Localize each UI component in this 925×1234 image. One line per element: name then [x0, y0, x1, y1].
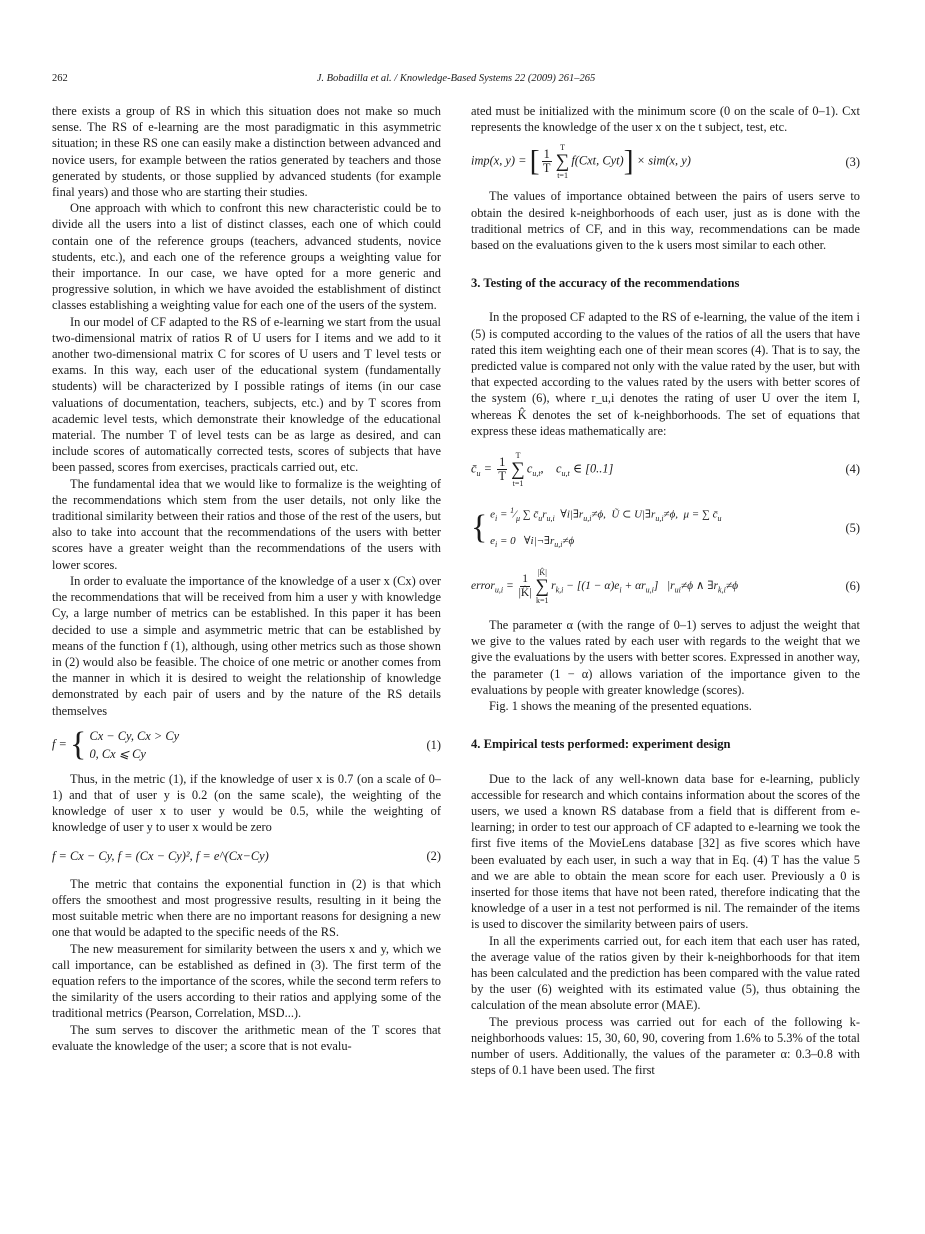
paragraph: The sum serves to discover the arithmetic mean of the T scores that evaluate the knowledge of the user; a score that is not evalu- — [52, 1022, 441, 1053]
equation-number: (3) — [845, 154, 860, 169]
page-header — [52, 73, 860, 89]
equation-number: (2) — [426, 848, 441, 863]
paragraph: In order to evaluate the importance of the knowledge of a user x (Cx) over the recommendations that will be received from him a user y with knowledge Cy, a large number of metrics can be established. In this paper it has been decided to use a simple and asymmetric metric that can be established by means of the function f (1), although, using other metrics such as those shown in (2) would also be feasible. The choice of one metric or another comes from the manner in which it is desired to weight the relationship of knowledge demonstrated by each pair of users and by the nature of the RS details themselves — [52, 573, 441, 718]
running-title: J. Bobadilla et al. / Knowledge-Based Systems 22 (2009) 261–265 — [316, 73, 596, 84]
equation-number: (6) — [845, 579, 860, 594]
left-column — [52, 103, 441, 1054]
equation-number: (5) — [845, 520, 860, 535]
paragraph: Due to the lack of any well-known data base for e-learning, publicly accessible for research and which contains information about the scores of the users, we used a known RS database from a field that is different from e-learning; in order to test our approach of CF adapted to e-learning we took the first five items of the MovieLens database [32] as five scores which have been evaluated by each user, in such a way that in Eq. (4) T has the value 5 and we are able to obtain the mean score for each user. Previously a 0 is inserted for those items that have not been rated, therefore indicating that the knowledge of a user in a test not performed is nil. The remainder of the items is used to discover the similarity between pairs of users. — [471, 771, 860, 932]
paragraph: Fig. 1 shows the meaning of the presented equations. — [489, 699, 752, 714]
equation-3: imp(x, y) = [ $\frac{1}{T}$ T ∑ t=1 f(Cxt, Cyt)] × sim(x, y) (3) — [471, 143, 860, 181]
paragraph: Thus, in the metric (1), if the knowledge of user x is 0.7 (on a scale of 0–1) and that of user y is 0.2 (on the same scale), the weighting of the knowledge of user x to user y would be 0.5, while the weighting of knowledge of user y to user x would be zero — [52, 771, 441, 835]
equation-2 — [52, 848, 441, 864]
right-column — [471, 103, 860, 1078]
paragraph: The metric that contains the exponential function in (2) is that which offers the smoothest and most progressive results, resulting in it being the most suitable metric when there are no important reasons for designing a new one that would be adapted to the specific needs of the RS. — [52, 876, 441, 940]
section-heading: 4. Empirical tests performed: experiment design — [471, 737, 731, 752]
eq1-case-1: Cx − Cy, Cx > Cy — [89, 728, 180, 743]
paragraph: The new measurement for similarity between the users x and y, which we call importance, can be established as defined in (3). The first term of the equation refers to the importance of the scores, while the second term refers to the similarity of the users according to their ratios and applying some of the traditional metrics (Pearson, Correlation, MSD...). — [52, 941, 441, 1021]
section-heading: 3. Testing of the accuracy of the recommendations — [471, 276, 740, 291]
paragraph: The fundamental idea that we would like to formalize is the weighting of the recommendations which stem from the user details, not only like the traditional similarity between their ratios and those of the rest of the users, but also to take into account that the recommendations of the users with better scores have a greater weight than the recommendations of the users with lower scores. — [52, 476, 441, 572]
paragraph: The values of importance obtained between the pairs of users serve to obtain the desired k-neighborhoods of each user, just as is done with the traditional metrics of CF, and in this way, recommendations can be made based on the evaluations given to the k users most similar to each other. — [471, 189, 860, 253]
equation-6: error$_{u,i}$ = $\frac{1}{|K̂|}$ |K̂| ∑ k=1 $r_{k,i} - [(1 - \alpha)e_i + \alpha r_{u,i}]$ $|r_{ui}\ne\phi$ ∧ $\exists r_{k,i}\ne\phi$ (6) — [471, 568, 860, 606]
paragraph: One approach with which to confront this new characteristic could be to divide all the users into a list of distinct classes, each one of which could contain one of the reference groups (teachers, advanced students, novice students, etc.), and each one of the reference groups a weighting value for their importance. In our case, we have opted for a more generic and progressive solution, in which we have avoided the establishment of distinct classes establishing a weighting value for each one of the users of the system. — [52, 201, 441, 313]
equation-number: (1) — [426, 737, 441, 752]
paragraph: ated must be initialized with the minimum score (0 on the scale of 0–1). Cxt represents the knowledge of the user x on the t subject, test, etc. — [471, 104, 860, 135]
paragraph: The parameter α (with the range of 0–1) serves to adjust the weight that we give to the values rated by each user with regards to the weight that we give the evaluations by the users with better scores. Expressed in another way, the parameter (1 − α) allows variation of the importance given to the evaluations by people with greater knowledge (scores). — [471, 618, 860, 697]
paragraph: In the proposed CF adapted to the RS of e-learning, the value of the item i (5) is computed according to the values of the ratios of all the users that have rated this item weighting each one of their mean scores (4). That is to say, the predicted value is compared not only with the value rated by the user, but with that expected according to the values rated by the users with better scores of the system (6), where r_u,i denotes the rating of user U over the item I, whereas K̂ denotes the set of k-neighborhoods. The set of equations that express these ideas mathematically are: — [471, 310, 860, 438]
equation-5: { $e_i$ = $^1⁄_\mu$ ∑ $c̄_ur_{u,i}$ $\forall i|\exists r_{u,i}\ne\phi$, Ũ ⊂ $U|\exists r_{u,i}\ne\phi$, μ = ∑ $c̄_u$ $e_i = 0$ $\forall i|\neg\exists r_{u,i}\ne\phi$ (5) — [471, 506, 860, 550]
paragraph: there exists a group of RS in which this situation does not make so much sense. The RS of e-learning are the most paradigmatic in this asymmetric situation; in these RS one can easily make a distinction between advanced and novice users, for example between the ratios generated by teachers and those generated by students, or those supplied by advanced students (for example final years) and those who are starting their studies. — [52, 104, 441, 200]
paragraph: In our model of CF adapted to the RS of e-learning we start from the usual two-dimensional matrix of ratios R of U users for I items and we add to it another two-dimensional matrix C for scores of U users and T level tests or exams. In this way, each user of the educational system (fundamentally students) will be characterized by I possible ratings of items (in our case valuations of documentation, teachers, subjects, etc.) and by T scores from academic level tests, which demonstrate their knowledge of the educational material. The number T of level tests can be as large as desired, and can include scores of automatically corrected tests, scores of subjects that have been passed, scores from exercises, practicals carried out, etc. — [52, 314, 441, 475]
equation-number: (4) — [845, 462, 860, 477]
equation-1: f = { Cx − Cy, Cx > Cy 0, Cx ⩽ Cy (1) — [52, 725, 441, 763]
eq2-formula: f = Cx − Cy, f = (Cx − Cy)², f = e^(Cx−Cy) — [52, 848, 269, 863]
paragraph: In all the experiments carried out, for each item that each user has rated, the average value of the ratios given by their k-neighborhoods for that item has been calculated and the prediction has been compared with the value rated by the user (6) weighted with its estimated value (5), thus obtaining the calculation of the mean absolute error (MAE). — [471, 933, 860, 1013]
equation-4: $c̄_u$ = $\frac{1}{T}$ T ∑ t=1 $c_{u,t}$, $c_{u,t}$ ∈ [0..1] (4) — [471, 451, 860, 489]
page-number: 262 — [52, 73, 68, 84]
eq1-case-2: 0, Cx ⩽ Cy — [89, 746, 146, 761]
paragraph: The previous process was carried out for each of the following k-neighborhoods values: 15, 30, 60, 90, covering from 1.6% to 5.3% of the total number of users. Additionally, the values of the parameter α: 0.3–0.8 with steps of 0.1 have been used. The first — [471, 1014, 860, 1078]
